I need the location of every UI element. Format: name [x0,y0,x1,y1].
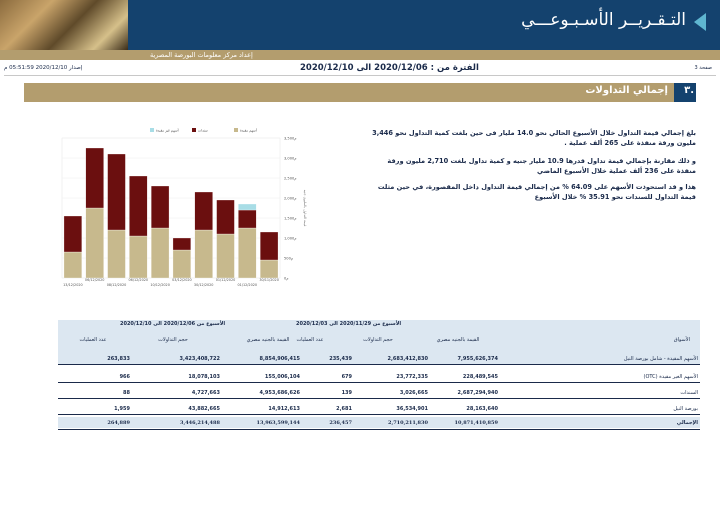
row-prev-trades: 679 [341,374,352,380]
y-axis-label: قيمة التداول بالمليون جنيه [303,189,307,227]
legend-swatch [234,128,238,132]
page-number: صفحة 3 [694,65,712,71]
y-tick-label: 0م [284,276,289,281]
col-prev-volume: حجم التداولات [363,337,393,343]
bar-segment [173,250,191,278]
gold-strip [0,50,720,60]
row-prev-value: 28,163,640 [466,406,498,412]
bar-segment [64,216,82,252]
bar-segment [217,200,235,234]
row-cur-trades: 966 [119,374,130,380]
y-tick-label: 3,000م [284,156,297,161]
x-tick-label: 10/12/2020 [150,283,170,287]
section-number: ٣. [684,85,694,96]
legend-swatch [192,128,196,132]
row-prev-volume: 36,534,901 [396,406,428,412]
bar-segment [86,148,104,208]
bar-segment [260,232,278,260]
total-prev-trades: 236,457 [329,420,352,426]
issue-date: إصدار 2020/12/10 05:51:59 م [4,65,83,71]
row-prev-value: 7,955,626,374 [457,356,498,362]
row-cur-trades: 1,959 [114,406,130,412]
x-tick-label: 13/12/2020 [63,283,83,287]
row-prev-trades: 2,681 [336,406,352,412]
bar-segment [238,228,256,278]
total-prev-volume: 2,710,211,830 [387,420,428,426]
bar-segment [238,204,256,210]
row-prev-volume: 23,772,335 [396,374,428,380]
x-tick-label: 06/12/2020 [84,278,105,282]
row-cur-value: 14,912,613 [268,406,300,412]
x-tick-label: 01/12/2020 [237,283,258,287]
y-tick-label: 3,500م [284,136,297,141]
section-title: إجمالي التداولات [585,85,668,96]
total-cur-trades: 264,889 [107,420,130,426]
row-label: السندات [680,390,698,396]
bar-segment [108,154,126,230]
bar-segment [195,192,213,230]
total-row [58,417,700,428]
row-cur-volume: 43,882,665 [188,406,220,412]
total-cur-value: 13,963,599,144 [256,420,300,426]
row-cur-volume: 3,423,408,722 [179,356,220,362]
row-cur-value: 155,006,104 [264,374,300,380]
row-cur-volume: 18,078,103 [188,374,220,380]
row-cur-value: 4,953,686,626 [259,390,300,396]
row-cur-trades: 263,833 [107,356,130,362]
bar-segment [129,176,147,236]
row-prev-value: 2,687,294,940 [457,390,498,396]
bar-segment [151,228,169,278]
x-tick-label: 08/12/2020 [106,283,127,287]
bar-segment [86,208,104,278]
col-cur-value: القيمة بالجنيه مصري [246,337,290,343]
period-prev-header: الأسبوع من 2020/11/29 الى 2020/12/03 [296,321,402,327]
row-cur-value: 8,854,906,415 [259,356,300,362]
x-tick-label: 06/12/2020 [128,278,149,282]
total-prev-value: 10,871,410,859 [454,420,498,426]
total-cur-volume: 3,446,214,488 [179,420,220,426]
row-label: بورصة النيل [673,406,698,412]
report-title: التـقـريــر الأسـبـوعـــي [521,10,686,30]
row-label: الأسهم الغير مقيدة (OTC) [643,374,698,380]
row-divider [58,414,700,415]
bar-segment [129,236,147,278]
legend-label: أسهم مقيدة [240,128,257,133]
col-cur-trades: عدد العمليات [79,337,107,343]
y-tick-label: 1,500م [284,216,297,221]
row-divider [58,398,700,399]
trading-floor-photo [0,0,128,50]
row-cur-trades: 88 [123,390,130,396]
x-tick-label: 03/12/2020 [172,278,192,282]
row-prev-trades: 139 [341,390,352,396]
row-prev-volume: 3,026,665 [399,390,428,396]
col-market: الأسواق [673,337,690,343]
legend-label: سندات [198,128,208,133]
bar-segment [173,238,191,250]
summary-paragraph-1: بلغ إجمالي قيمة التداول خلال الأسبوع الحالي نحو 14.0 مليار فى حين بلغت كمية التداول نحو 3,446 مليون ورقة منفذة على 265 ألف عملية . [372,129,696,147]
total-label: الإجمالي [676,420,698,426]
legend-label: أسهم غير مقيدة [156,128,179,133]
y-tick-label: 1,000م [284,236,297,241]
bar-segment [217,234,235,278]
x-tick-label: 30/12/2020 [193,283,214,287]
bar-segment [195,230,213,278]
row-prev-value: 228,489,545 [462,374,498,380]
col-prev-trades: عدد العمليات [296,337,324,343]
row-prev-trades: 235,439 [329,356,352,362]
row-divider [58,364,700,365]
prepared-by-text: إعداد مركز معلومات البورصة المصرية [150,51,253,59]
bar-segment [64,252,82,278]
summary-paragraph-3: هذا و قد استحوذت الأسهم على 64.09 % من إجمالي قيمة التداول داخل المقصورة، في حين مثلت قيمة التداول للسندات نحو 35.91 % خلال الأسبوع [377,183,696,201]
y-tick-label: 2,500م [284,176,297,181]
col-prev-value: القيمة بالجنيه مصري [436,337,480,343]
table-header [58,320,700,364]
bar-segment [108,230,126,278]
col-cur-volume: حجم التداولات [158,337,188,343]
bar-segment [260,260,278,278]
row-divider [58,429,700,430]
period-current-header: الأسبوع من 2020/12/06 الى 2020/12/10 [120,321,226,327]
summary-paragraph-2: و ذلك مقارنة بإجمالي قيمة تداول قدرها 10.9 مليار جنيه و كمية تداول بلغت 2,710 مليون ورقة منفذة على 236 ألف عملية خلال الأسبوع الماضي [387,157,696,175]
row-label: الأسهم المقيدة - شامل بورصة النيل [623,356,698,362]
x-tick-label: 01/12/2020 [215,278,236,282]
row-cur-volume: 4,727,663 [191,390,220,396]
divider [4,75,716,76]
bar-segment [151,186,169,228]
title-arrow-icon [694,13,706,31]
row-divider [58,382,700,383]
row-prev-volume: 2,683,412,830 [387,356,428,362]
y-tick-label: 2,000م [284,196,297,201]
bar-segment [238,210,256,228]
y-tick-label: 500م [284,256,294,261]
x-tick-label: 30/11/2020 [259,278,279,282]
legend-swatch [150,128,154,132]
report-period: الفترة من : 2020/12/06 الى 2020/12/10 [300,63,479,73]
trading-value-chart [58,124,308,304]
